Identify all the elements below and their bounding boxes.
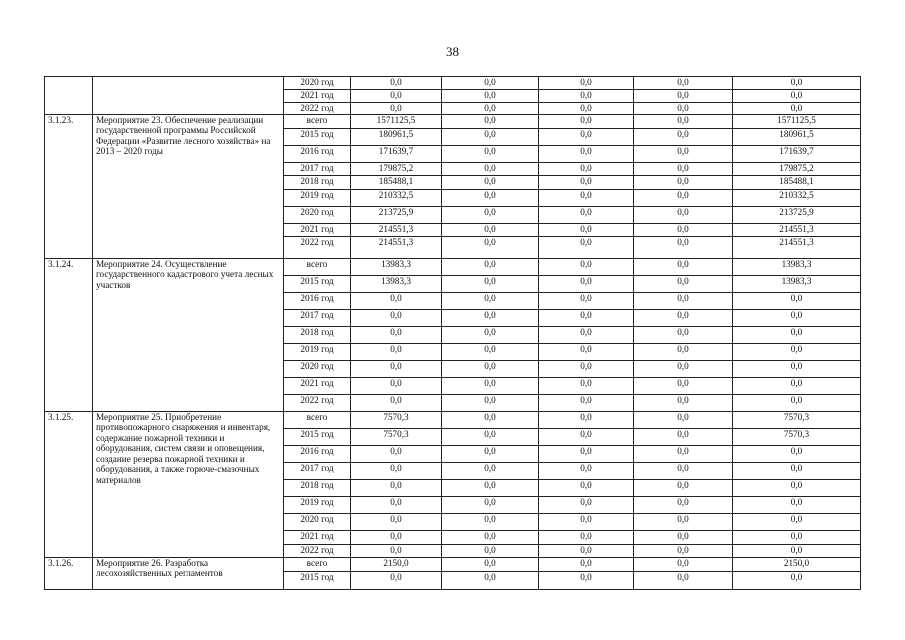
year-cell: 2021 год [284,223,351,236]
amount-cell: 0,0 [733,530,861,544]
amount-cell: 1571125,5 [351,114,442,128]
amount-cell: 0,0 [733,394,861,411]
table-row [45,557,861,571]
amount-cell: 0,0 [733,360,861,377]
amount-cell: 2150,0 [351,557,442,571]
amount-cell: 0,0 [733,343,861,360]
amount-cell: 0,0 [634,128,733,145]
amount-cell: 0,0 [442,189,539,206]
amount-cell: 0,0 [634,428,733,445]
amount-cell: 1571125,5 [733,114,861,128]
amount-cell: 0,0 [634,223,733,236]
activity-title-cell: Мероприятие 24. Осуществление государственного кадастрового учета лесных участков [93,258,284,411]
year-cell: 2017 год [284,462,351,479]
table-row [45,114,861,128]
amount-cell: 0,0 [442,236,539,258]
activity-title-cell: Мероприятие 26. Разработка лесохозяйственных регламентов [93,557,284,589]
amount-cell: 0,0 [733,496,861,513]
amount-cell: 214551,3 [351,223,442,236]
year-cell: 2016 год [284,145,351,162]
amount-cell: 0,0 [351,462,442,479]
year-cell: 2016 год [284,292,351,309]
amount-cell: 13983,3 [733,275,861,292]
amount-cell: 0,0 [442,557,539,571]
activity-title-cell: Мероприятие 25. Приобретение противопожарного снаряжения и инвентаря, содержание пожарной техники и оборудования, систем связи и оповещения, создание резерва пожарной техники и оборудования, а также горюче-смазочных материалов [93,411,284,557]
year-cell: 2015 год [284,128,351,145]
amount-cell: 0,0 [442,162,539,175]
year-cell: 2016 год [284,445,351,462]
amount-cell: 171639,7 [351,145,442,162]
amount-cell: 0,0 [539,571,634,589]
amount-cell: 0,0 [634,275,733,292]
amount-cell: 0,0 [351,377,442,394]
amount-cell: 214551,3 [351,236,442,258]
amount-cell: 0,0 [634,377,733,394]
amount-cell: 0,0 [634,462,733,479]
year-cell: 2020 год [284,206,351,223]
amount-cell: 0,0 [351,479,442,496]
year-cell: всего [284,557,351,571]
amount-cell: 0,0 [539,236,634,258]
amount-cell: 179875,2 [733,162,861,175]
amount-cell: 185488,1 [351,175,442,189]
amount-cell: 213725,9 [351,206,442,223]
amount-cell: 0,0 [634,114,733,128]
year-cell: 2022 год [284,544,351,557]
amount-cell: 0,0 [442,175,539,189]
amount-cell: 0,0 [539,445,634,462]
amount-cell: 0,0 [733,103,861,115]
amount-cell: 0,0 [442,411,539,428]
year-cell: 2020 год [284,513,351,530]
amount-cell: 0,0 [634,445,733,462]
year-cell: 2022 год [284,236,351,258]
amount-cell: 0,0 [539,223,634,236]
amount-cell: 0,0 [442,343,539,360]
amount-cell: 0,0 [442,445,539,462]
amount-cell: 0,0 [539,206,634,223]
amount-cell: 7570,3 [351,411,442,428]
amount-cell: 210332,5 [733,189,861,206]
amount-cell: 0,0 [442,145,539,162]
amount-cell: 0,0 [539,326,634,343]
amount-cell: 0,0 [442,530,539,544]
amount-cell: 0,0 [539,377,634,394]
amount-cell: 0,0 [634,145,733,162]
amount-cell: 0,0 [351,445,442,462]
amount-cell: 0,0 [442,275,539,292]
amount-cell: 0,0 [351,103,442,115]
amount-cell: 0,0 [442,326,539,343]
year-cell: 2017 год [284,309,351,326]
amount-cell: 0,0 [442,377,539,394]
amount-cell: 0,0 [442,394,539,411]
amount-cell: 0,0 [733,571,861,589]
amount-cell: 0,0 [442,428,539,445]
amount-cell: 0,0 [733,462,861,479]
amount-cell: 0,0 [539,411,634,428]
amount-cell: 0,0 [539,544,634,557]
year-cell: всего [284,258,351,275]
amount-cell: 0,0 [442,103,539,115]
amount-cell: 0,0 [539,77,634,90]
amount-cell: 7570,3 [733,428,861,445]
amount-cell: 0,0 [733,309,861,326]
amount-cell: 0,0 [634,309,733,326]
amount-cell: 0,0 [634,496,733,513]
amount-cell: 0,0 [442,360,539,377]
amount-cell: 0,0 [634,292,733,309]
page-number: 38 [446,44,459,59]
amount-cell: 0,0 [539,479,634,496]
activity-number-cell: 3.1.24. [45,258,93,411]
amount-cell: 0,0 [442,544,539,557]
activity-title-cell [93,77,284,115]
amount-cell: 0,0 [351,496,442,513]
amount-cell: 0,0 [634,162,733,175]
amount-cell: 0,0 [733,513,861,530]
amount-cell: 0,0 [539,145,634,162]
activity-number-cell: 3.1.23. [45,114,93,258]
amount-cell: 213725,9 [733,206,861,223]
year-cell: 2021 год [284,90,351,103]
amount-cell: 0,0 [351,77,442,90]
activity-number-cell: 3.1.25. [45,411,93,557]
amount-cell: 0,0 [634,77,733,90]
amount-cell: 0,0 [634,90,733,103]
amount-cell: 0,0 [351,292,442,309]
amount-cell: 0,0 [733,377,861,394]
amount-cell: 0,0 [634,175,733,189]
amount-cell: 0,0 [351,530,442,544]
amount-cell: 0,0 [733,77,861,90]
amount-cell: 0,0 [539,162,634,175]
amount-cell: 0,0 [442,309,539,326]
amount-cell: 0,0 [634,394,733,411]
amount-cell: 0,0 [539,275,634,292]
amount-cell: 0,0 [634,206,733,223]
amount-cell: 0,0 [442,90,539,103]
amount-cell: 0,0 [733,292,861,309]
amount-cell: 0,0 [634,530,733,544]
amount-cell: 0,0 [539,128,634,145]
year-cell: всего [284,114,351,128]
amount-cell: 13983,3 [351,258,442,275]
amount-cell: 0,0 [442,258,539,275]
amount-cell: 0,0 [539,557,634,571]
year-cell: 2018 год [284,175,351,189]
table-row [45,411,861,428]
year-cell: 2020 год [284,77,351,90]
amount-cell: 179875,2 [351,162,442,175]
amount-cell: 0,0 [634,544,733,557]
activity-title-cell: Мероприятие 23. Обеспечение реализации государственной программы Российской Федерации «Развитие лесного хозяйства» на 2013 – 2020 годы [93,114,284,258]
amount-cell: 0,0 [442,513,539,530]
amount-cell: 0,0 [634,103,733,115]
amount-cell: 0,0 [733,544,861,557]
budget-table [44,76,861,590]
year-cell: 2018 год [284,326,351,343]
year-cell: 2015 год [284,428,351,445]
year-cell: 2019 год [284,343,351,360]
amount-cell: 0,0 [351,360,442,377]
amount-cell: 0,0 [442,496,539,513]
amount-cell: 0,0 [634,343,733,360]
amount-cell: 0,0 [539,428,634,445]
year-cell: 2022 год [284,394,351,411]
year-cell: 2017 год [284,162,351,175]
amount-cell: 0,0 [634,411,733,428]
amount-cell: 0,0 [634,258,733,275]
amount-cell: 0,0 [351,343,442,360]
amount-cell: 0,0 [634,571,733,589]
amount-cell: 0,0 [442,114,539,128]
amount-cell: 0,0 [634,236,733,258]
table-row [45,77,861,90]
amount-cell: 0,0 [539,360,634,377]
table-row [45,258,861,275]
amount-cell: 0,0 [442,128,539,145]
amount-cell: 0,0 [634,557,733,571]
amount-cell: 0,0 [634,360,733,377]
year-cell: 2019 год [284,496,351,513]
amount-cell: 0,0 [634,189,733,206]
amount-cell: 0,0 [442,479,539,496]
amount-cell: 0,0 [351,326,442,343]
year-cell: 2019 год [284,189,351,206]
amount-cell: 0,0 [539,103,634,115]
amount-cell: 0,0 [733,326,861,343]
year-cell: 2022 год [284,103,351,115]
amount-cell: 0,0 [733,90,861,103]
amount-cell: 0,0 [634,513,733,530]
amount-cell: 0,0 [351,513,442,530]
amount-cell: 0,0 [539,90,634,103]
year-cell: всего [284,411,351,428]
amount-cell: 2150,0 [733,557,861,571]
amount-cell: 0,0 [442,571,539,589]
amount-cell: 0,0 [442,223,539,236]
year-cell: 2015 год [284,571,351,589]
year-cell: 2020 год [284,360,351,377]
amount-cell: 0,0 [442,77,539,90]
amount-cell: 185488,1 [733,175,861,189]
amount-cell: 0,0 [634,326,733,343]
amount-cell: 0,0 [539,496,634,513]
amount-cell: 0,0 [539,394,634,411]
budget-table-body [45,77,861,590]
amount-cell: 0,0 [539,292,634,309]
amount-cell: 13983,3 [733,258,861,275]
amount-cell: 0,0 [351,309,442,326]
amount-cell: 0,0 [733,445,861,462]
amount-cell: 180961,5 [733,128,861,145]
amount-cell: 210332,5 [351,189,442,206]
amount-cell: 0,0 [351,544,442,557]
amount-cell: 0,0 [539,530,634,544]
year-cell: 2015 год [284,275,351,292]
year-cell: 2018 год [284,479,351,496]
amount-cell: 0,0 [733,479,861,496]
amount-cell: 0,0 [351,571,442,589]
amount-cell: 0,0 [539,189,634,206]
activity-number-cell [45,77,93,115]
amount-cell: 7570,3 [733,411,861,428]
amount-cell: 0,0 [442,292,539,309]
amount-cell: 0,0 [539,114,634,128]
amount-cell: 0,0 [442,206,539,223]
amount-cell: 0,0 [539,175,634,189]
amount-cell: 0,0 [539,462,634,479]
amount-cell: 0,0 [634,479,733,496]
amount-cell: 0,0 [539,309,634,326]
amount-cell: 7570,3 [351,428,442,445]
amount-cell: 214551,3 [733,223,861,236]
amount-cell: 180961,5 [351,128,442,145]
amount-cell: 214551,3 [733,236,861,258]
amount-cell: 0,0 [351,394,442,411]
amount-cell: 0,0 [539,513,634,530]
amount-cell: 0,0 [539,343,634,360]
amount-cell: 13983,3 [351,275,442,292]
amount-cell: 0,0 [351,90,442,103]
amount-cell: 0,0 [442,462,539,479]
amount-cell: 0,0 [539,258,634,275]
year-cell: 2021 год [284,530,351,544]
activity-number-cell: 3.1.26. [45,557,93,589]
year-cell: 2021 год [284,377,351,394]
amount-cell: 171639,7 [733,145,861,162]
